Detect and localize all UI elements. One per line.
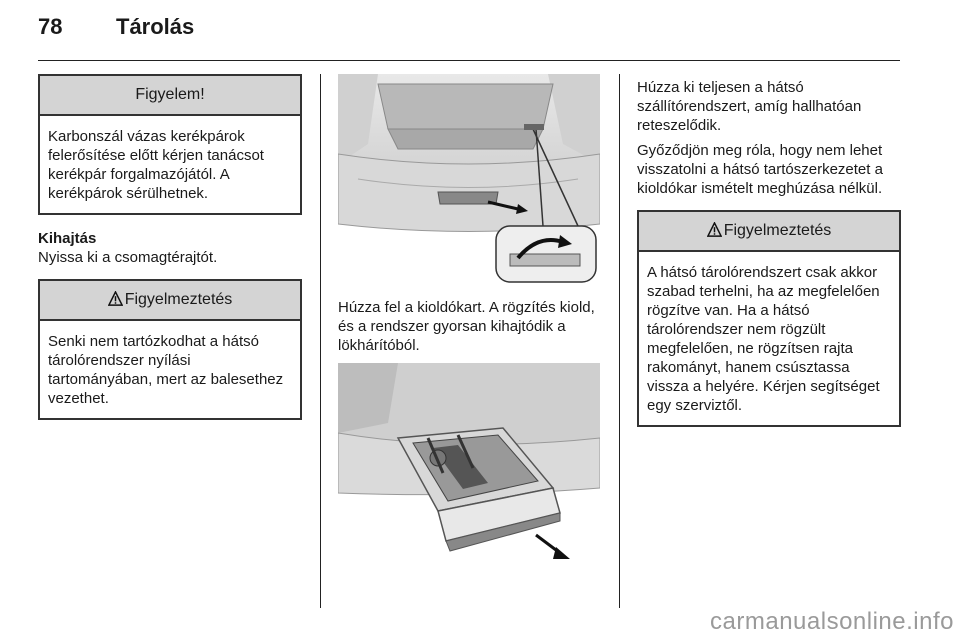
header-rule (38, 60, 900, 61)
car-rear-release-lever-illustration (338, 74, 600, 286)
left-column (38, 74, 302, 420)
column-divider-left (320, 74, 321, 608)
warning-box-right-title-text: Figyelmeztetés (723, 222, 832, 239)
warning-triangle-icon (707, 222, 722, 237)
right-para-2: Győződjön meg róla, hogy nem lehet visszatolni a hátsó tartószerkezetet a kioldókar ismételt meghúzása nélkül. (637, 142, 883, 197)
right-column (637, 74, 901, 427)
rear-carrier-extended-illustration (338, 363, 600, 575)
page-number: 78 (38, 14, 63, 39)
warning-triangle-icon (108, 291, 123, 306)
footer-watermark: carmanualsonline.info (710, 608, 954, 635)
warning-box-right-title (639, 212, 899, 252)
middle-column (338, 74, 602, 575)
right-para-1: Húzza ki teljesen a hátsó szállítórendszert, amíg hallhatóan reteszelődik. (637, 79, 862, 134)
warning-box-text: Senki nem tartózkodhat a hátsó tárolórendszer nyílási tartományában, mert az balesethez vezethet. (48, 333, 284, 407)
caution-box-title: Figyelem! (40, 76, 300, 116)
middle-caption: Húzza fel a kioldókart. A rögzítés kiold, és a rendszer gyorsan kihajtódik a lökhárítóból. (338, 299, 595, 354)
column-divider-right (619, 74, 620, 608)
page-header (38, 14, 194, 40)
warning-box-left (38, 279, 302, 420)
warning-box-title-text: Figyelmeztetés (124, 291, 233, 308)
illustration-carrier-extended (338, 363, 600, 575)
illustration-release-lever (338, 74, 600, 286)
warning-box-title (40, 281, 300, 321)
section-text: Nyissa ki a csomagtérajtót. (38, 249, 218, 266)
warning-box-right (637, 210, 901, 427)
warning-box-right-text: A hátsó tárolórendszert csak akkor szabad terhelni, ha az megfelelően rögzítve van. Ha a hátsó tárolórendszer nem rögzült megfelelően, ne rögzítsen rajta rakományt, hanem csúsztassa vissza a helyére. Kérjen segítséget egy szerviztől. (647, 264, 880, 414)
caution-box-text: Karbonszál vázas kerékpárok felerősítése előtt kérjen tanácsot kerékpár forgalmazójától. A kerékpárok sérülhetnek. (48, 128, 264, 202)
section-heading: Kihajtás (38, 230, 97, 247)
caution-box (38, 74, 302, 215)
section-title: Tárolás (116, 14, 195, 39)
